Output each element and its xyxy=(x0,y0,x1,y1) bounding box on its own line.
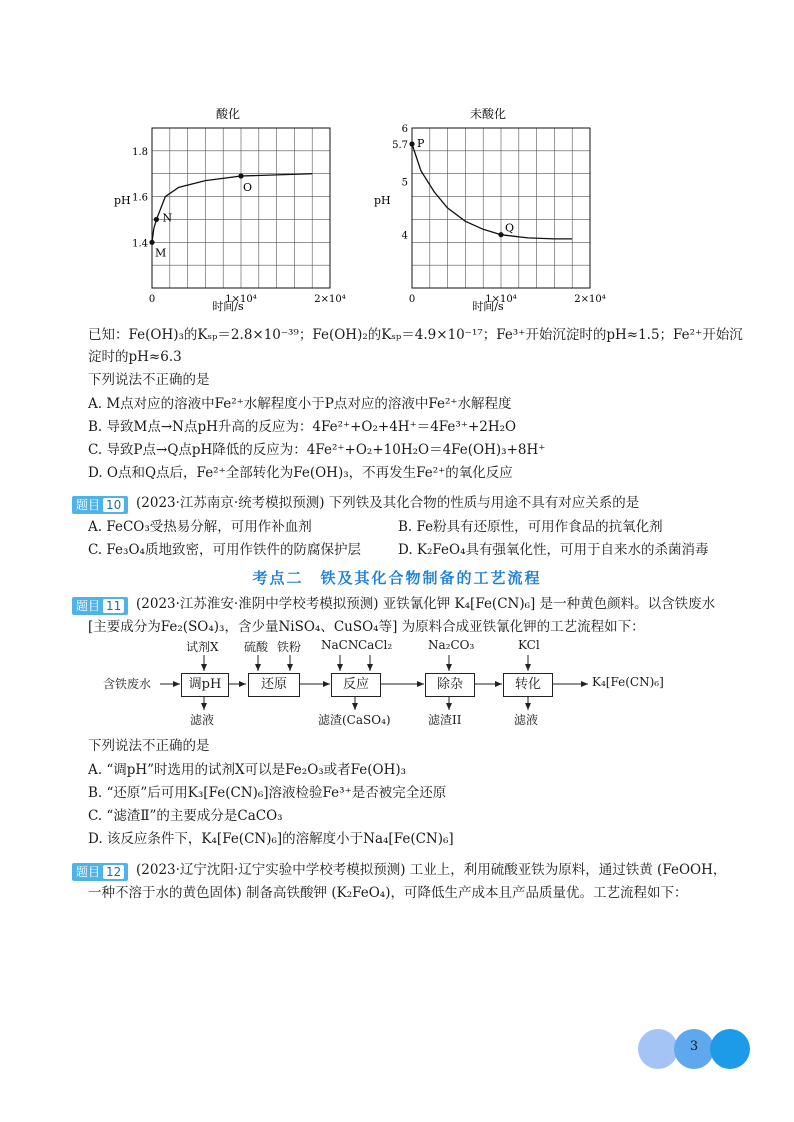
decor-circle-right xyxy=(710,1029,750,1069)
point-label-q: Q xyxy=(505,221,515,235)
x-tick-label: 2×10⁴ xyxy=(314,294,346,305)
flow-output-residue-caso4: 滤渣(CaSO₄) xyxy=(318,713,391,727)
q10-option-a: A. FeCO₃受热易分解，可用作补血剂 xyxy=(88,519,312,535)
question-badge: 题目 10 xyxy=(72,496,128,514)
q11-header xyxy=(72,595,128,615)
flow-output-filtrate-2: 滤液 xyxy=(514,713,539,727)
q10-header xyxy=(72,494,128,514)
chart-points xyxy=(149,173,252,259)
point-label-o: O xyxy=(243,181,253,194)
chart-ticks xyxy=(132,147,346,305)
chart-grid xyxy=(152,128,330,288)
q11-option-c: C. “滤渣Ⅱ”的主要成分是CaCO₃ xyxy=(88,808,283,824)
chart-acidified xyxy=(100,100,350,320)
flow-output-residue-2: 滤渣II xyxy=(428,713,462,727)
question-badge: 题目 11 xyxy=(72,597,128,615)
decor-circle-left xyxy=(638,1029,678,1069)
q9-option-a: A. M点对应的溶液中Fe²⁺水解程度小于P点对应的溶液中Fe²⁺水解程度 xyxy=(88,396,512,412)
q12-line-2: 一种不溶于水的黄色固体) 制备高铁酸钾 (K₂FeO₄)，可降低生产成本且产品质量优。工艺流程如下： xyxy=(88,885,688,901)
x-tick-label: 2×10⁴ xyxy=(574,294,606,305)
flow-step-react: 反应 xyxy=(331,673,381,697)
y-tick-label: 5.7 xyxy=(392,140,408,151)
point-label-n: N xyxy=(162,211,173,225)
series-line xyxy=(152,174,312,243)
q9-prompt: 下列说法不正确的是 xyxy=(88,372,210,388)
x-axis-label: 时间/s xyxy=(472,300,504,313)
flow-output-filtrate-1: 滤液 xyxy=(190,713,215,727)
flow-input-cacl2: CaCl₂ xyxy=(358,638,393,652)
y-tick-label: 6 xyxy=(401,124,408,135)
flow-input-nacn: NaCN xyxy=(321,638,359,652)
x-tick-label: 0 xyxy=(148,294,156,305)
data-point-q xyxy=(498,232,503,237)
y-tick-label: 1.8 xyxy=(132,146,148,158)
flow-step-reduce: 还原 xyxy=(248,673,300,697)
flow-input-na2co3: Na₂CO₃ xyxy=(428,638,475,652)
chart-title: 酸化 xyxy=(215,107,241,121)
q9-option-b: B. 导致M点→N点pH升高的反应为：4Fe²⁺+O₂+4H⁺＝4Fe³⁺+2H₂O xyxy=(88,419,517,435)
flow-input-kcl: KCl xyxy=(518,638,540,652)
x-tick-label: 0 xyxy=(408,294,416,305)
point-label-p: P xyxy=(417,137,425,150)
q12-header xyxy=(72,861,128,881)
chart-points xyxy=(409,137,514,237)
point-label-m: M xyxy=(155,246,167,260)
known-line-1: 已知：Fe(OH)₃的Kₛₚ＝2.8×10⁻³⁹；Fe(OH)₂的Kₛₚ＝4.9×10⁻¹⁷；Fe³⁺开始沉淀时的pH≈1.5；Fe²⁺开始沉 xyxy=(88,327,743,343)
flow-step-convert: 转化 xyxy=(503,673,553,697)
flow-input-sulfuric-acid: 硫酸 xyxy=(244,640,269,654)
flow-diagram xyxy=(0,638,794,730)
q11-option-a: A. “调pH”时选用的试剂X可以是Fe₂O₃或者Fe(OH)₃ xyxy=(88,762,407,778)
question-badge: 题目 12 xyxy=(72,863,128,881)
q10-option-b: B. Fe粉具有还原性，可用作食品的抗氧化剂 xyxy=(398,519,663,535)
q9-option-c: C. 导致P点→Q点pH降低的反应为：4Fe²⁺+O₂+10H₂O＝4Fe(OH)₃+8H⁺ xyxy=(88,442,546,458)
chart-not-acidified xyxy=(360,100,610,320)
x-tick-label: 1×10⁴ xyxy=(485,294,517,305)
chart-title: 未酸化 xyxy=(469,107,507,121)
q11-line-2: [主要成分为Fe₂(SO₄)₃，含少量NiSO₄、CuSO₄等] 为原料合成亚铁氰化钾的工艺流程如下： xyxy=(88,619,645,635)
x-tick-label: 1×10⁴ xyxy=(225,294,257,305)
known-line-2: 淀时的pH≈6.3 xyxy=(88,349,182,365)
y-axis-label: pH xyxy=(114,194,131,207)
data-point-m xyxy=(149,240,154,245)
page-number-decoration xyxy=(638,1029,750,1069)
y-tick-label: 1.6 xyxy=(132,192,148,204)
flow-step-purify: 除杂 xyxy=(425,673,475,697)
data-point-o xyxy=(238,173,243,178)
q12-line-1: (2023·辽宁沈阳·辽宁实验中学校考模拟预测) 工业上，利用硫酸亚铁为原料，通过铁黄 (FeOOH， xyxy=(136,862,727,878)
data-point-n xyxy=(154,217,159,222)
page-number: 3 xyxy=(689,1039,699,1054)
flow-input-reagent-x: 试剂X xyxy=(186,640,219,654)
y-tick-label: 1.4 xyxy=(132,238,148,250)
q11-option-b: B. “还原”后可用K₃[Fe(CN)₆]溶液检验Fe³⁺是否被完全还原 xyxy=(88,785,447,801)
q11-line-1: (2023·江苏淮安·淮阴中学校考模拟预测) 亚铁氰化钾 K₄[Fe(CN)₆] 是一种黄色颜料。以含铁废水 xyxy=(136,596,716,612)
x-axis-label: 时间/s xyxy=(212,300,244,313)
flow-start: 含铁废水 xyxy=(103,677,152,691)
q10-text: (2023·江苏南京·统考模拟预测) 下列铁及其化合物的性质与用途不具有对应关系的是 xyxy=(136,495,640,511)
data-point-p xyxy=(409,141,414,146)
series-line xyxy=(412,144,572,239)
q10-option-c: C. Fe₃O₄质地致密，可用作铁件的防腐保护层 xyxy=(88,542,361,558)
q11-option-d: D. 该反应条件下，K₄[Fe(CN)₆]的溶解度小于Na₄[Fe(CN)₆] xyxy=(88,831,454,847)
flow-input-iron-powder: 铁粉 xyxy=(277,640,302,654)
y-tick-label: 5 xyxy=(401,177,408,189)
q9-option-d: D. O点和Q点后，Fe²⁺全部转化为Fe(OH)₃，不再发生Fe²⁺的氧化反应 xyxy=(88,465,513,481)
section-title: 考点二 铁及其化合物制备的工艺流程 xyxy=(252,569,542,587)
chart-grid xyxy=(412,128,590,288)
flow-step-adjust-ph: 调pH xyxy=(181,673,229,697)
y-axis-label: pH xyxy=(374,194,391,207)
q10-option-d: D. K₂FeO₄具有强氧化性，可用于自来水的杀菌消毒 xyxy=(398,542,709,558)
flow-product: K₄[Fe(CN)₆] xyxy=(592,675,664,689)
y-tick-label: 4 xyxy=(401,230,408,242)
q11-prompt: 下列说法不正确的是 xyxy=(88,738,210,754)
